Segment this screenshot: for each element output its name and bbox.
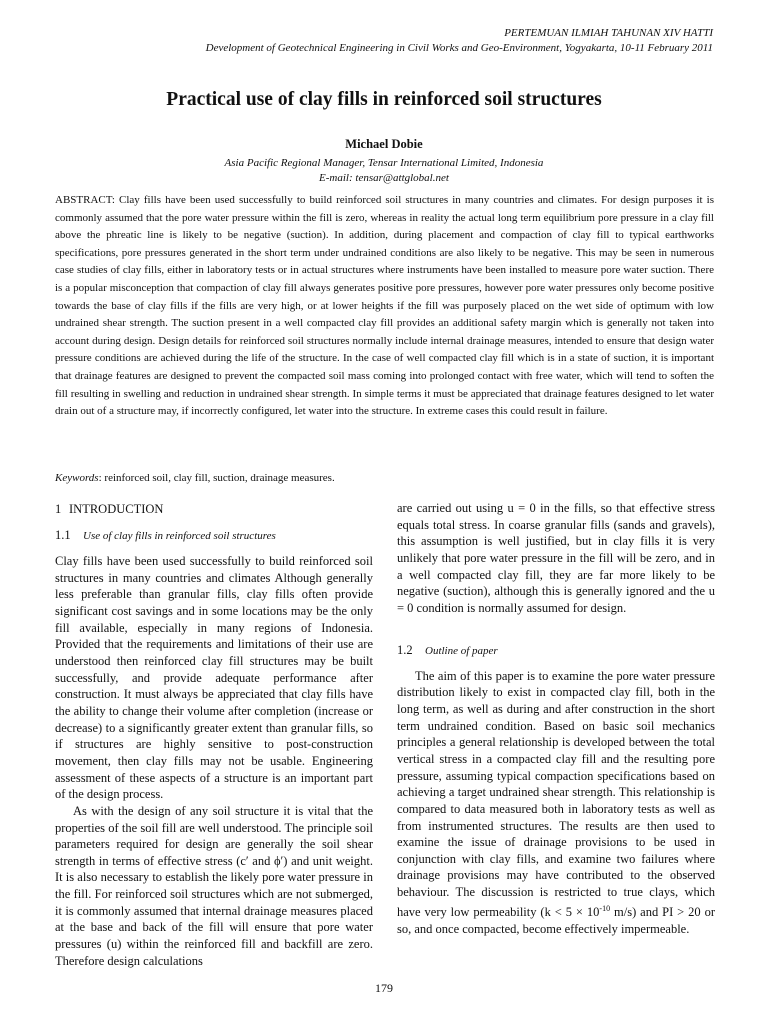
author-name: Michael Dobie <box>345 137 423 151</box>
paragraph: are carried out using u = 0 in the fills, so that effective stress equals total stress. In coarse granular fills (sands and gravels), this assumption is well justified, but in clay fills it is very unlikely that pore water pressure in the fill will be zero, and in a well compacted clay fill, they are far more likely to be negative (suction), although this is generally ignored and the u = 0 condition is normally assumed for design. <box>397 501 715 615</box>
keywords-list: : reinforced soil, clay fill, suction, drainage measures. <box>98 472 335 484</box>
conference-name: PERTEMUAN ILMIAH TAHUNAN XIV HATTI <box>504 27 713 39</box>
conference-subtitle: Development of Geotechnical Engineering in Civil Works and Geo-Environment, Yogyakarta, 10-11 February 2011 <box>205 41 713 54</box>
paragraph-text: m/s) and PI > 20 or so, and once compacted, become effectively impermeable. <box>397 904 715 936</box>
section-title: INTRODUCTION <box>69 502 164 516</box>
paragraph: Clay fills have been used successfully to build reinforced soil structures in many countries and climates Although generally less preferable than granular fills, clay fills often provide significant cost savings and in some locations may be the only fill available, especially in many regions of Indonesia. Provided that the requirements and limitations of their use are understood then reinforced clay fill structures may be built successfully, and provide adequate performance after construction. It must always be appreciated that clay fills have the ability to change their volume after completion (increase or decrease) to a significantly greater extent than granular fills, so if structures are highly sensitive to post-construction movement, then clay fills may not be usable. Engineering assessment of these aspects of a structure is an important part of the design process. <box>55 554 373 802</box>
subsection-heading <box>55 526 373 545</box>
section-heading <box>55 500 373 518</box>
left-column <box>55 500 373 969</box>
running-header <box>206 26 713 55</box>
abstract: ABSTRACT: Clay fills have been used successfully to build reinforced soil structures in many countries and climates. For design purposes it is commonly assumed that the pore water pressure within the fill is zero, whereas in reality the actual long term equilibrium pore pressure in a clay fill above the phreatic line is likely to be negative (suction). In addition, during placement and compaction of clay fill to typical earthworks specifications, pore pressures generated in the short term under undrained conditions are also likely to be negative. This may be seen in numerous case studies of clay fills, either in laboratory tests or in actual structures where instruments have been installed to measure pore water suction. There is a popular misconception that compaction of clay fill always generates positive pore pressures, however pore water pressures only become positive towards the base of clay fills if the fills are very high, or at lower heights if the fill was purposely placed on the wet side of optimum with low undrained shear strength. The suction present in a well compacted clay fill provides an additional safety margin which is generally not taken into account during design. Design details for reinforced soil structures normally include internal drainage measures, intended to ensure that design water pressure conditions are achieved during the life of the structure. In the case of well compacted clay fill which is in a state of suction, it is important that drainage features are designed to prevent the compacted soil mass coming into prolonged contact with free water, which will tend to soften the fill resulting in swelling and reduction in undrained shear strength. In simple terms it must be appreciated that drainage features designed to let water drain out of a structure may, if incorrectly configured, let water into the structure. In extreme cases this could result in failure. <box>55 194 714 418</box>
keywords <box>55 472 714 484</box>
paper-title: Practical use of clay fills in reinforced soil structures <box>166 89 602 110</box>
subsection-number: 1.2 <box>397 642 413 657</box>
subsection-title: Outline of paper <box>425 644 498 657</box>
paragraph <box>397 668 715 938</box>
paragraph: As with the design of any soil structure it is vital that the properties of the soil fill are well understood. The principle soil parameters required for design are generally the soil shear strength in terms of effective stress (c′ and ϕ′) and unit weight. It is also necessary to establish the likely pore water pressure in the fill. For reinforced soil structures which are not submerged, it is commonly assumed that internal drainage measures placed at the base and back of the fill will ensure that pore water pressures (u) within the reinforced fill and backfill are zero. Therefore design calculations <box>55 803 373 968</box>
subsection-title: Use of clay fills in reinforced soil structures <box>83 530 276 542</box>
subsection-heading <box>397 641 715 660</box>
author-affiliation: Asia Pacific Regional Manager, Tensar International Limited, Indonesia <box>224 157 544 169</box>
paragraph-text: The aim of this paper is to examine the pore water pressure distribution likely to exist in compacted clay fill, both in the long term, as well as during and after construction in the short term undrained condition. Based on basic soil mechanics principles a general relationship is developed between the total vertical stress in a compacted clay fill and the resulting pore pressure, assuming typical compaction specifications based on achieving a target undrained shear strength. This relationship is compared to data measured both in laboratory tests as well as from instrumented structures. The results are then used to examine the issue of drainage provisions to be used in conjunction with clay fills, and examine two failures where drainage provisions may have contributed to the observed behaviour. The discussion is restricted to true clays, which have very low permeability (k < 5 × 10 <box>397 668 715 919</box>
author-email: E-mail: tensar@attglobal.net <box>319 172 449 184</box>
exponent: -10 <box>599 903 611 913</box>
page-number: 179 <box>375 981 393 995</box>
subsection-number: 1.1 <box>55 528 71 542</box>
right-column <box>397 500 715 937</box>
author-affiliation-block <box>0 156 768 186</box>
section-number: 1 <box>55 502 62 516</box>
keywords-label: Keywords <box>55 472 99 484</box>
